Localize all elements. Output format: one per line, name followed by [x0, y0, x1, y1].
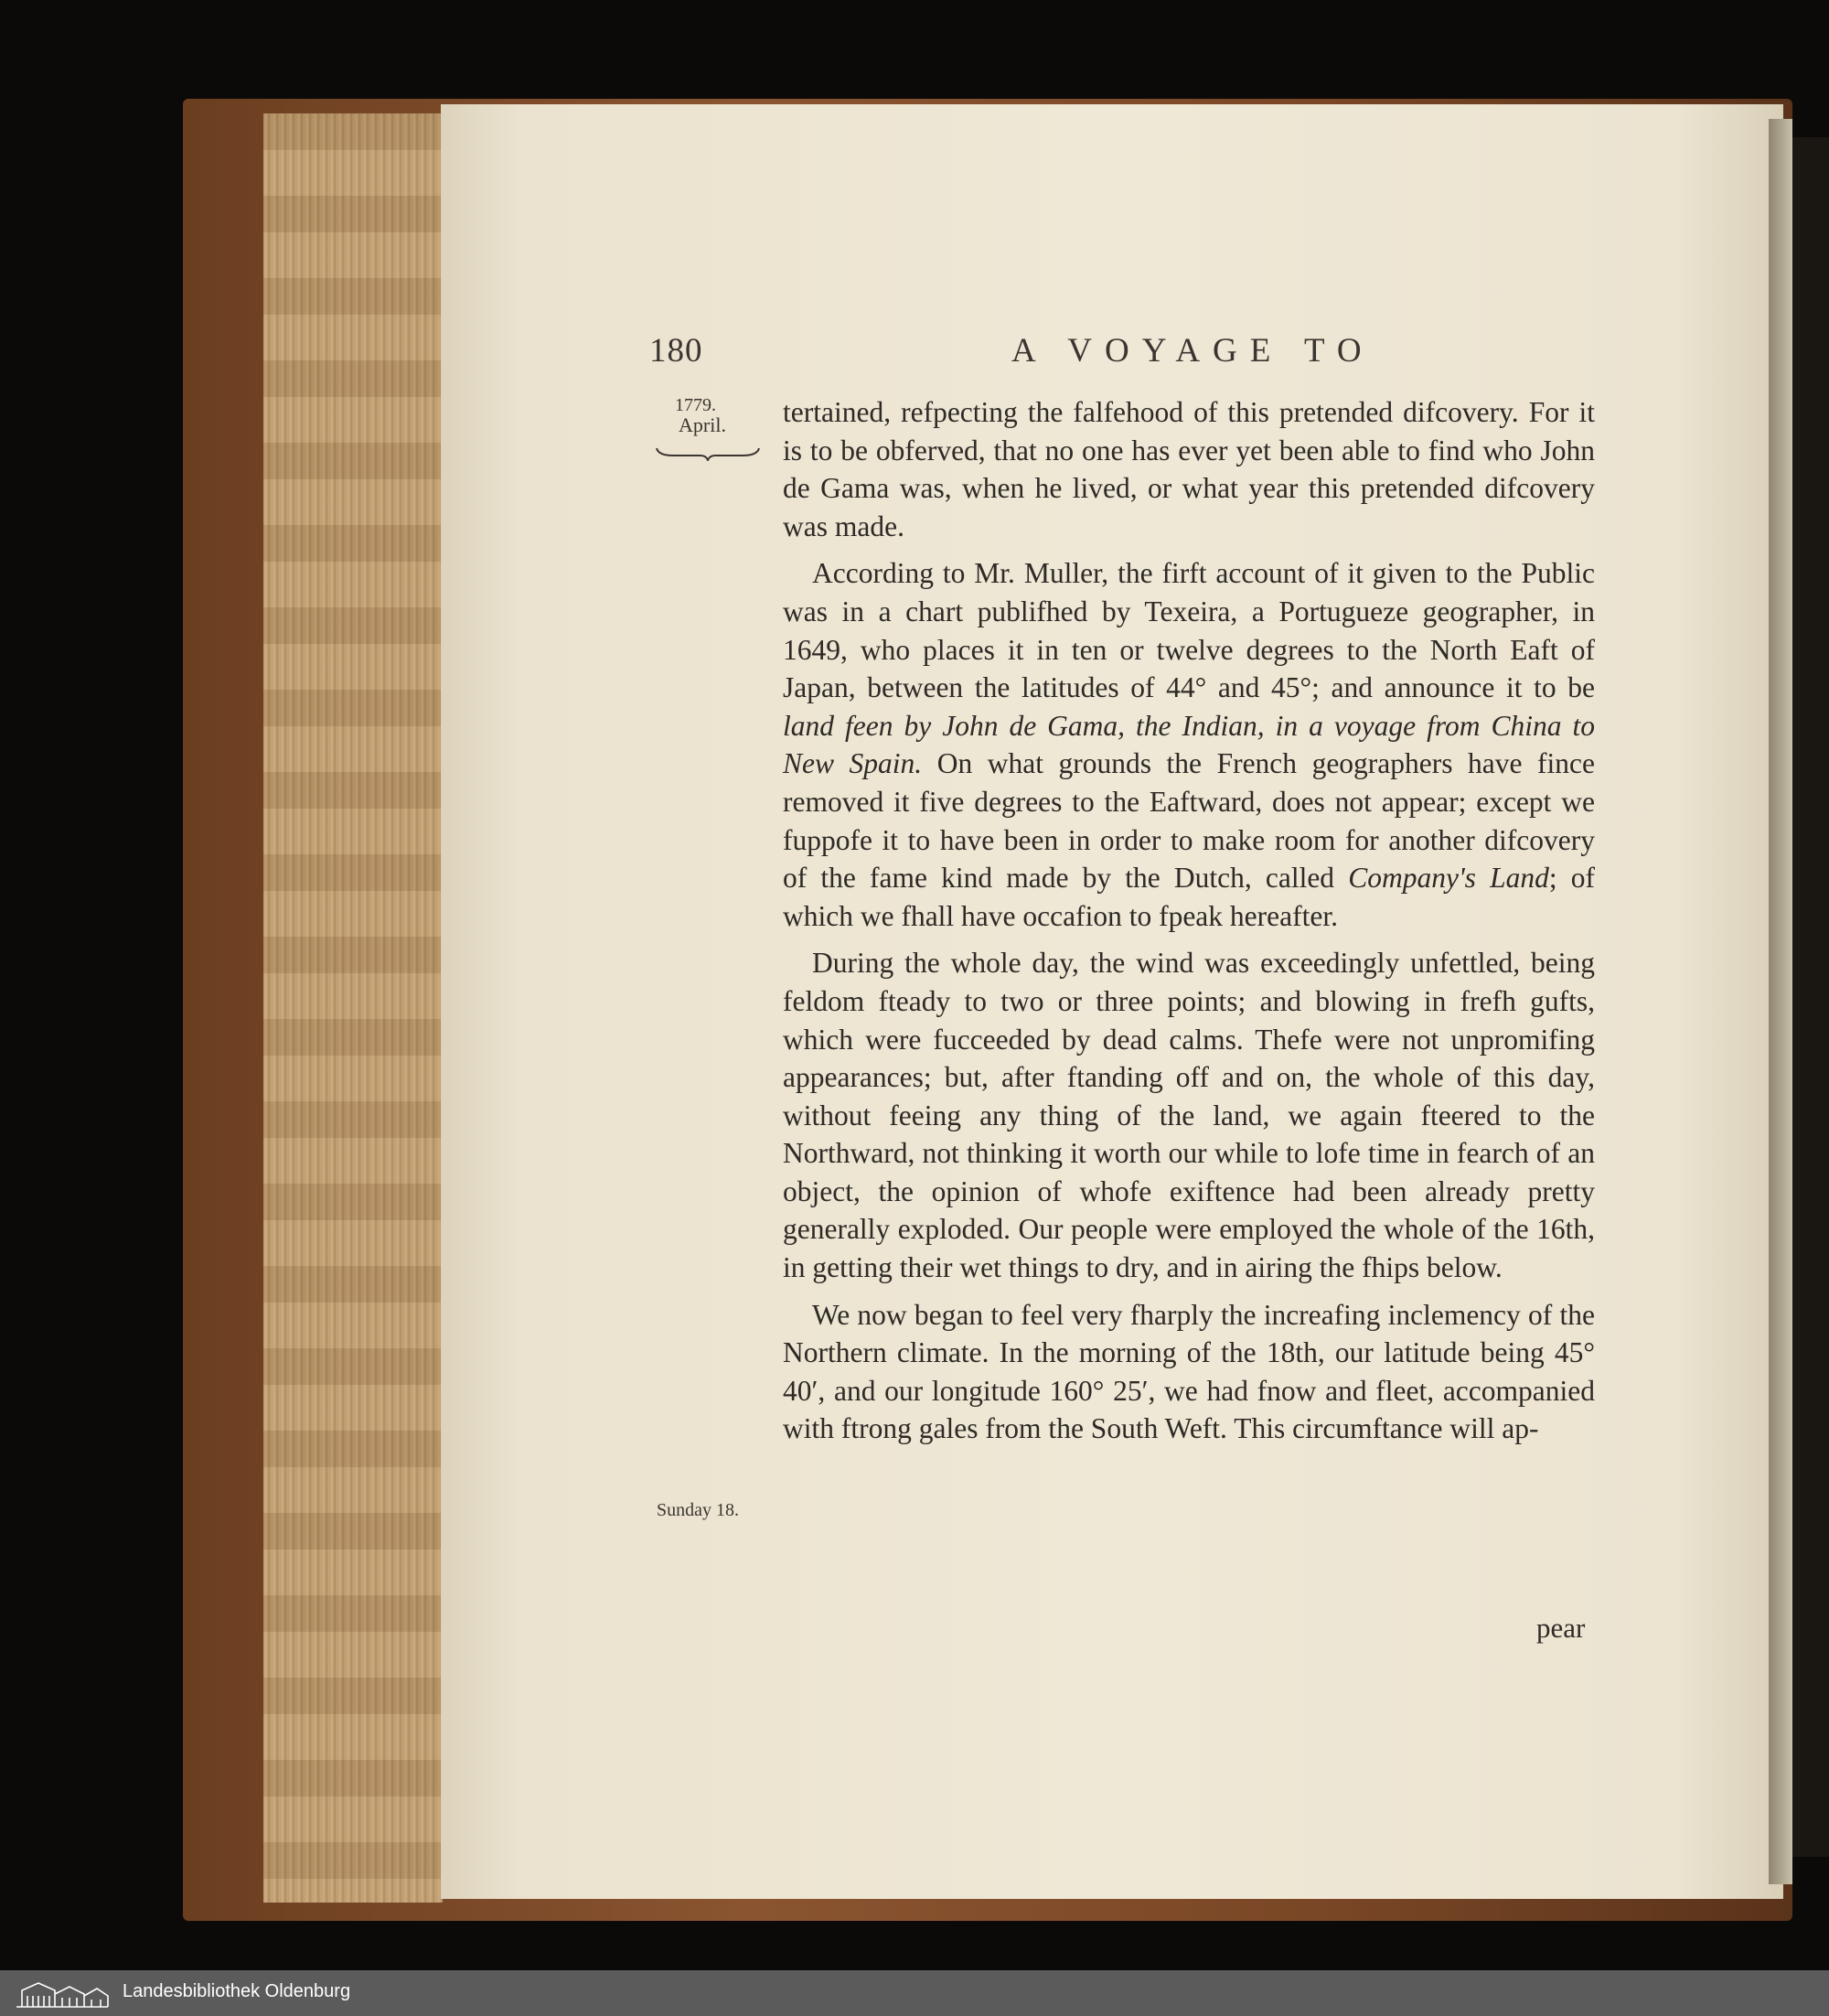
paragraph-4: We now began to feel very fharply the increafing inclemency of the Northern climate. In the morning of the 18th, our latitude being 45° 40′, and our longitude 160° 25′, we had fnow and fleet, accompanied with ftrong gales from the South Weft. This circumftance will ap- [783, 1298, 1595, 1445]
page-gutter [1769, 119, 1792, 1884]
paragraph-1: tertained, refpecting the falfehood of this pretended difcovery. For it is to be obferved, that no one has ever yet been able to find who John de Gama was, when he lived, or what year this pretended difcovery was made. [783, 396, 1595, 542]
italic-place-name: Company's Land [1348, 862, 1549, 895]
running-head [0, 331, 1829, 382]
footer-bar [0, 1970, 1829, 2016]
margin-year: 1779. [675, 395, 716, 415]
catchword: pear [1536, 1612, 1586, 1644]
margin-month: April. [679, 413, 726, 436]
right-edge [1792, 137, 1829, 1857]
margin-date: Sunday 18. [657, 1500, 739, 1520]
body-text [783, 393, 1595, 1448]
running-title: A VOYAGE TO [1011, 332, 1374, 370]
italic-quote: land feen by John de Gama, the Indian, in a voyage from China to New Spain. [783, 709, 1595, 780]
library-name[interactable]: Landesbibliothek Oldenburg [123, 1981, 351, 2001]
margin-brace-icon [655, 446, 761, 461]
paragraph-2: According to Mr. Muller, the firft account of it given to the Public was in a chart publifhed by Texeira, a Portugueze geographer, in 1649, who places it in ten or twelve degrees to the North Eaft of Japan, between the latitudes of 44° and 45°; and announce it to be land feen by John de Gama, the Indian, in a voyage from China to New Spain. On what grounds the French geographers have fince removed it five degrees to the Eaftward, does not appear; except we fuppofe it to have been in order to make room for another difcovery of the fame kind made by the Dutch, called Company's Land; of which we fhall have occafion to fpeak hereafter. [783, 557, 1595, 932]
library-building-icon [13, 1978, 112, 2009]
page-number: 180 [649, 332, 703, 370]
paragraph-3: During the whole day, the wind was exceedingly unfettled, being feldom fteady to two or three points; and blowing in frefh gufts, which were fucceeded by dead calms. Thefe were not unpromifing appearances; but, after ftanding off and on, the whole of this day, without feeing any thing of the land, we again fteered to the Northward, not thinking it worth our while to lofe time in fearch of an object, the opinion of whofe exiftence had been already pretty generally exploded. Our people were employed the whole of the 16th, in getting their wet things to dry, and in airing the fhips below. [783, 947, 1595, 1284]
